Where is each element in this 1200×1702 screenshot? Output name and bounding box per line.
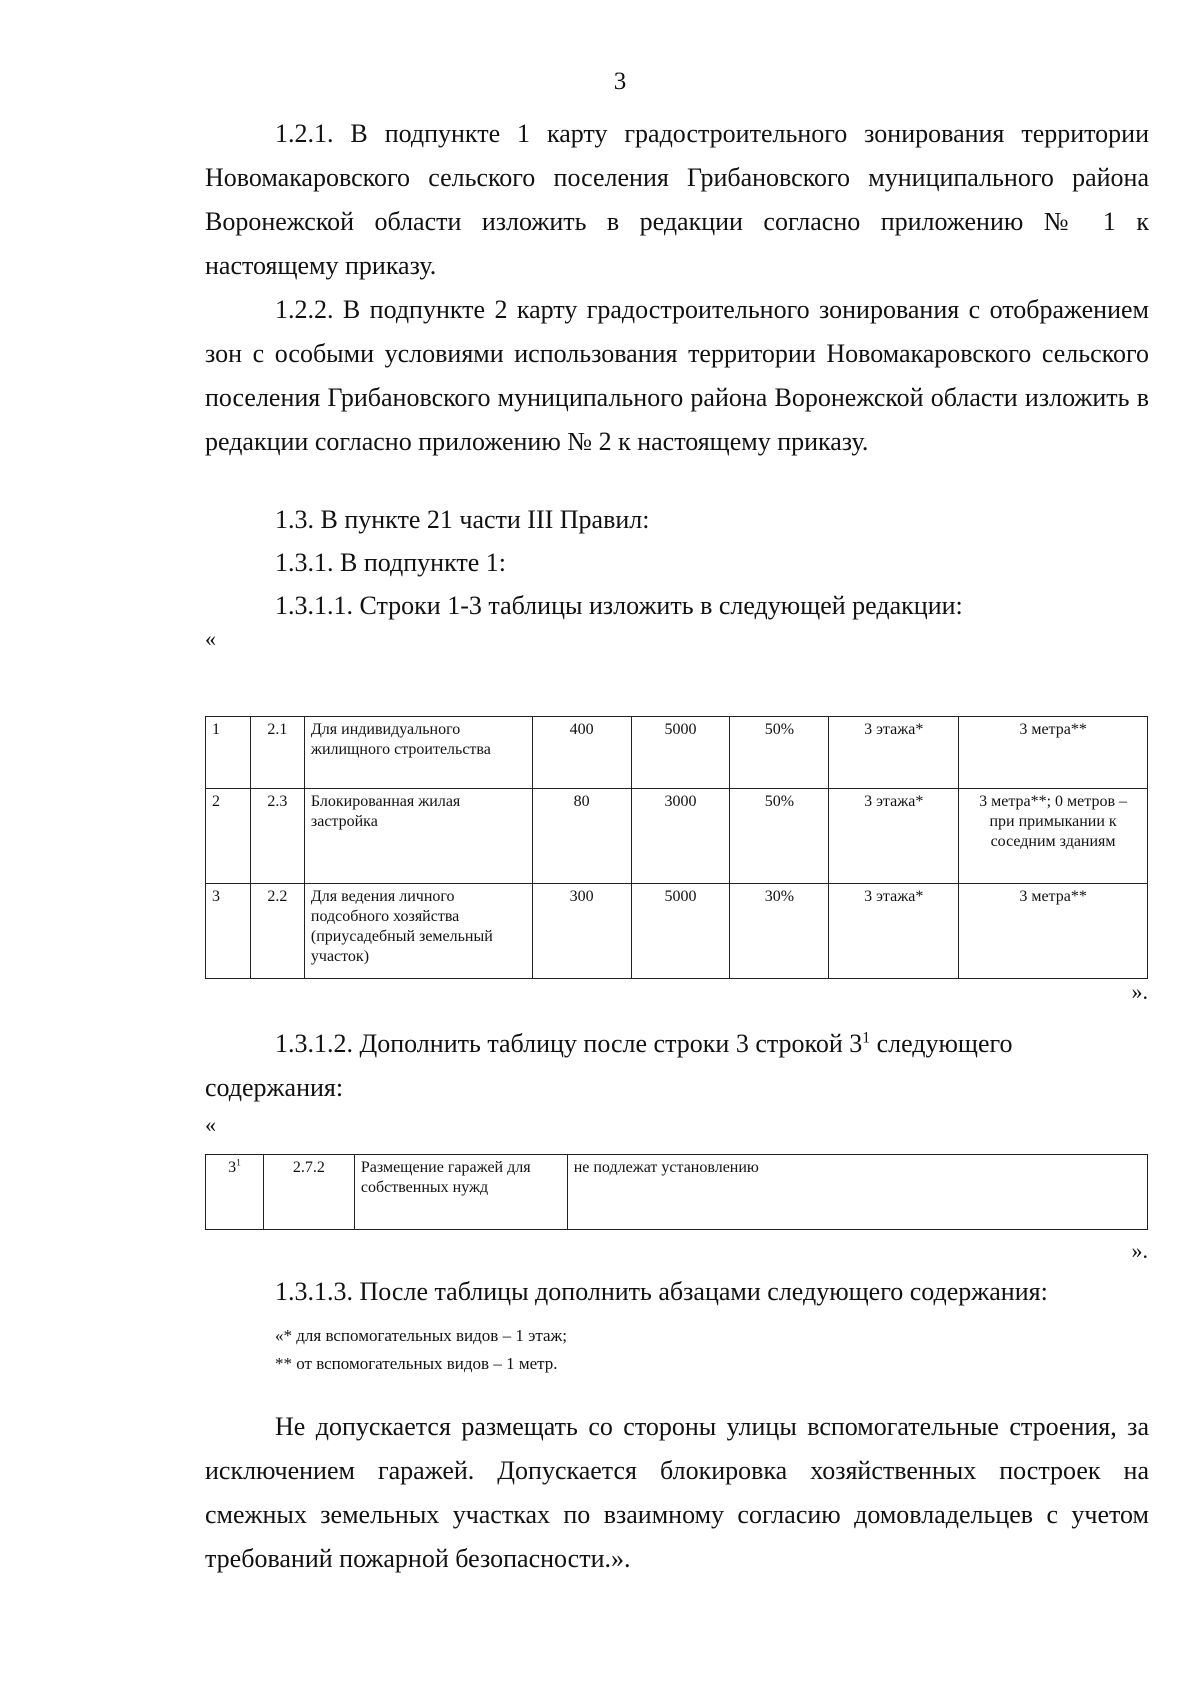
paragraph-final: Не допускается размещать со стороны улицы вспомогательные строения, за исключением гаражей. Допускается блокировка хозяйственных построек на смежных земельных участках по взаимному согласию домовладельцев с учетом требований пожарной безопасности.».: [205, 1412, 1149, 1573]
paragraph-1-2-2: 1.2.2. В подпункте 2 карту градостроительного зонирования с отображением зон с особыми условиями использования территории Новомакаровского сельского поселения Грибановского муниципального района Воронежской области изложить в редакции согласно приложению № 2 к настоящему приказу.: [205, 295, 1149, 456]
paragraph-1-3-1-2: 1.3.1.2. Дополнить таблицу после строки 3 строкой $3^1$ следующего содержания:: [205, 1029, 1013, 1102]
quote-close-1: ».: [1131, 979, 1148, 1004]
note-2: ** от вспомогательных видов – 1 метр.: [275, 1354, 558, 1373]
table-row: 3 2.2 Для ведения личного подсобного хозяйства (приусадебный земельный участок) 300 5000 30% 3 этажа* 3 метра**: [206, 884, 1148, 979]
note-1: «* для вспомогательных видов – 1 этаж;: [275, 1326, 568, 1345]
page-number: 3: [613, 68, 627, 95]
paragraph-1-3: 1.3. В пункте 21 части III Правил:: [275, 505, 650, 534]
table-row: $3^1$ 2.7.2 Размещение гаражей для собственных нужд не подлежат установлению: [206, 1155, 1148, 1230]
table-row: 2 2.3 Блокированная жилая застройка 80 3000 50% 3 этажа* 3 метра**; 0 метров – при примыкании к соседним зданиям: [206, 789, 1148, 884]
paragraph-1-3-1-1: 1.3.1.1. Строки 1-3 таблицы изложить в следующей редакции:: [275, 591, 963, 620]
paragraph-1-3-1-3: 1.3.1.3. После таблицы дополнить абзацами следующего содержания:: [275, 1277, 1048, 1306]
quote-open-1: «: [205, 626, 216, 651]
paragraph-1-3-1: 1.3.1. В подпункте 1:: [275, 548, 506, 577]
quote-open-2: «: [205, 1112, 216, 1137]
paragraph-1-2-1: 1.2.1. В подпункте 1 карту градостроительного зонирования территории Новомакаровского сельского поселения Грибановского муниципального района Воронежской области изложить в редакции согласно приложению № 1 к настоящему приказу.: [205, 119, 1149, 280]
footnotes: [275, 1322, 567, 1378]
table-row: 1 2.1 Для индивидуального жилищного строительства 400 5000 50% 3 этажа* 3 метра**: [206, 717, 1148, 789]
table-rows-1-3: [205, 716, 1148, 979]
quote-close-2: ».: [1131, 1238, 1148, 1263]
table-row-3-1: [205, 1154, 1148, 1230]
